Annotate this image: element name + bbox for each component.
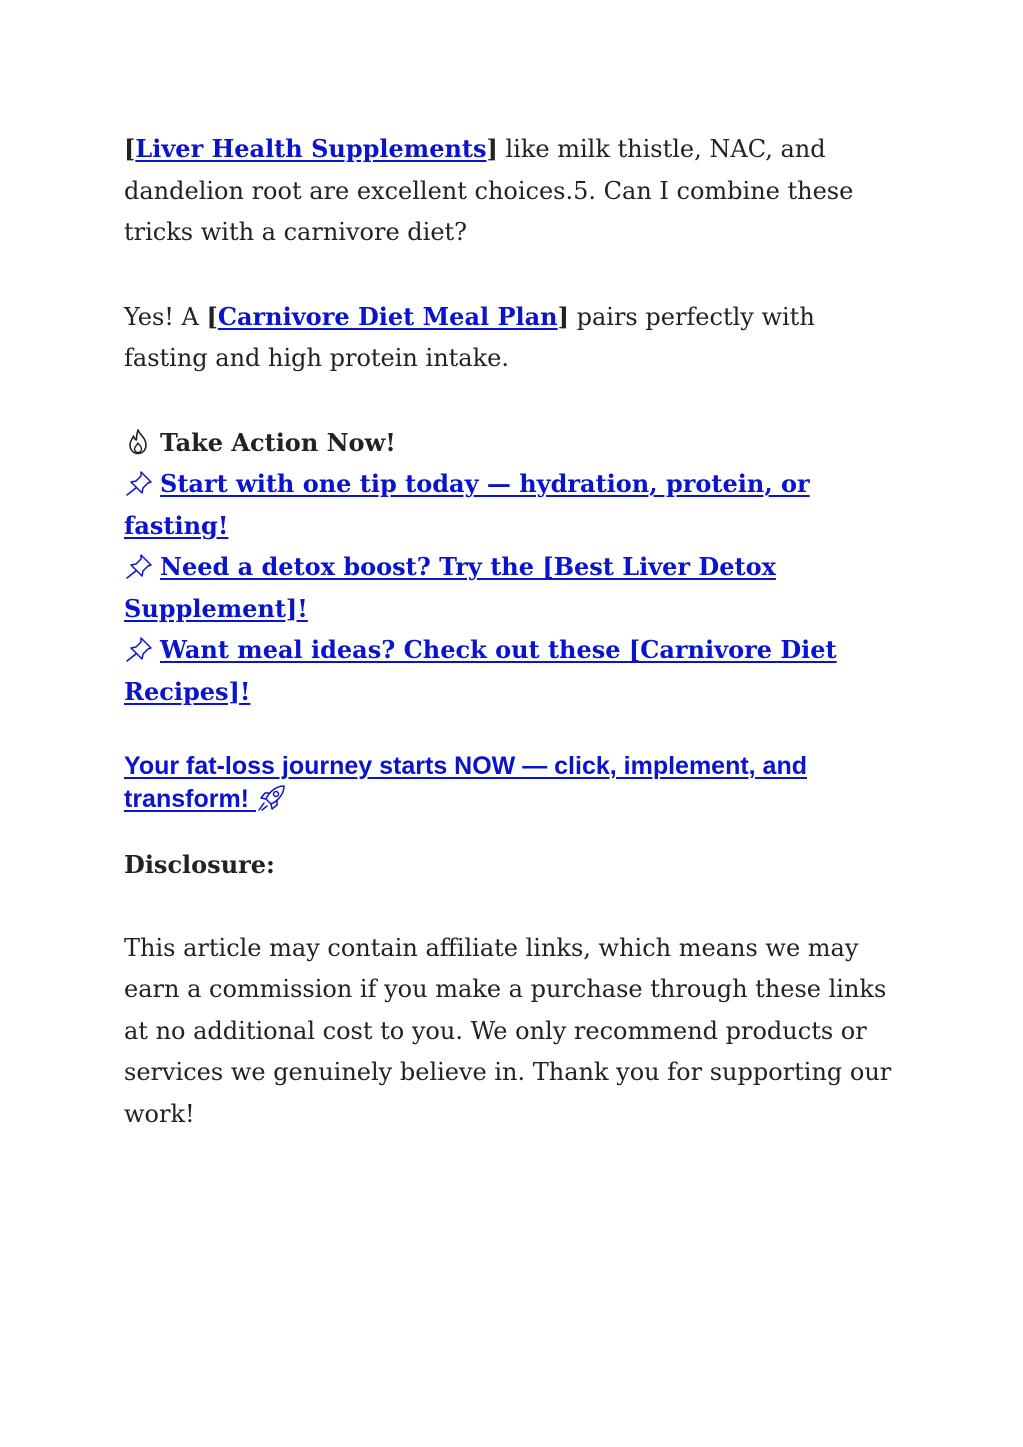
action-text[interactable]: Need a detox boost? Try the [Best Liver Detox Supplement]! bbox=[124, 552, 776, 623]
disclosure-title: Disclosure: bbox=[124, 850, 275, 879]
paragraph-carnivore-plan bbox=[124, 296, 904, 380]
bracket-close: ] bbox=[486, 134, 498, 163]
fire-icon bbox=[124, 426, 154, 452]
action-item-1 bbox=[124, 463, 904, 546]
pushpin-icon bbox=[124, 467, 154, 493]
liver-health-supplements-link[interactable]: Liver Health Supplements bbox=[135, 134, 487, 163]
action-link-start-tip[interactable] bbox=[124, 469, 810, 540]
bracket-close: ] bbox=[557, 301, 569, 331]
paragraph-liver-supplements bbox=[124, 128, 904, 254]
paragraph-text: like milk thistle, NAC, and dandelion root are excellent choices.5. Can I combine these tricks with a carnivore diet? bbox=[124, 135, 854, 246]
action-item-2 bbox=[124, 546, 904, 629]
action-item-3 bbox=[124, 629, 904, 712]
bracket-open: [ bbox=[206, 301, 218, 331]
paragraph-text: pairs perfectly with fasting and high protein intake. bbox=[124, 302, 815, 372]
action-text[interactable]: Want meal ideas? Check out these [Carnivore Diet Recipes]! bbox=[124, 635, 837, 706]
take-action-title: Take Action Now! bbox=[160, 427, 396, 457]
action-link-recipes[interactable] bbox=[124, 635, 837, 706]
paragraph-prefix: Yes! A bbox=[124, 302, 207, 331]
article-body bbox=[124, 128, 904, 1135]
cta-paragraph bbox=[124, 750, 904, 816]
pushpin-icon bbox=[124, 550, 154, 576]
carnivore-diet-meal-plan-link[interactable]: Carnivore Diet Meal Plan bbox=[217, 301, 558, 331]
take-action-heading bbox=[124, 422, 904, 464]
cta-link[interactable] bbox=[124, 752, 807, 813]
disclosure-text: This article may contain affiliate links, which means we may earn a commission if you make a purchase through these links at no additional cost to you. We only recommend products or services we genuinely believe in. Thank you for supporting our work! bbox=[124, 933, 892, 1128]
pushpin-icon bbox=[124, 633, 154, 659]
action-link-detox[interactable] bbox=[124, 552, 776, 623]
rocket-icon bbox=[256, 784, 288, 812]
action-text[interactable]: Start with one tip today — hydration, protein, or fasting! bbox=[124, 469, 810, 540]
bracket-open: [ bbox=[124, 134, 136, 163]
cta-text[interactable]: Your fat-loss journey starts NOW — click, implement, and transform! bbox=[124, 752, 808, 813]
